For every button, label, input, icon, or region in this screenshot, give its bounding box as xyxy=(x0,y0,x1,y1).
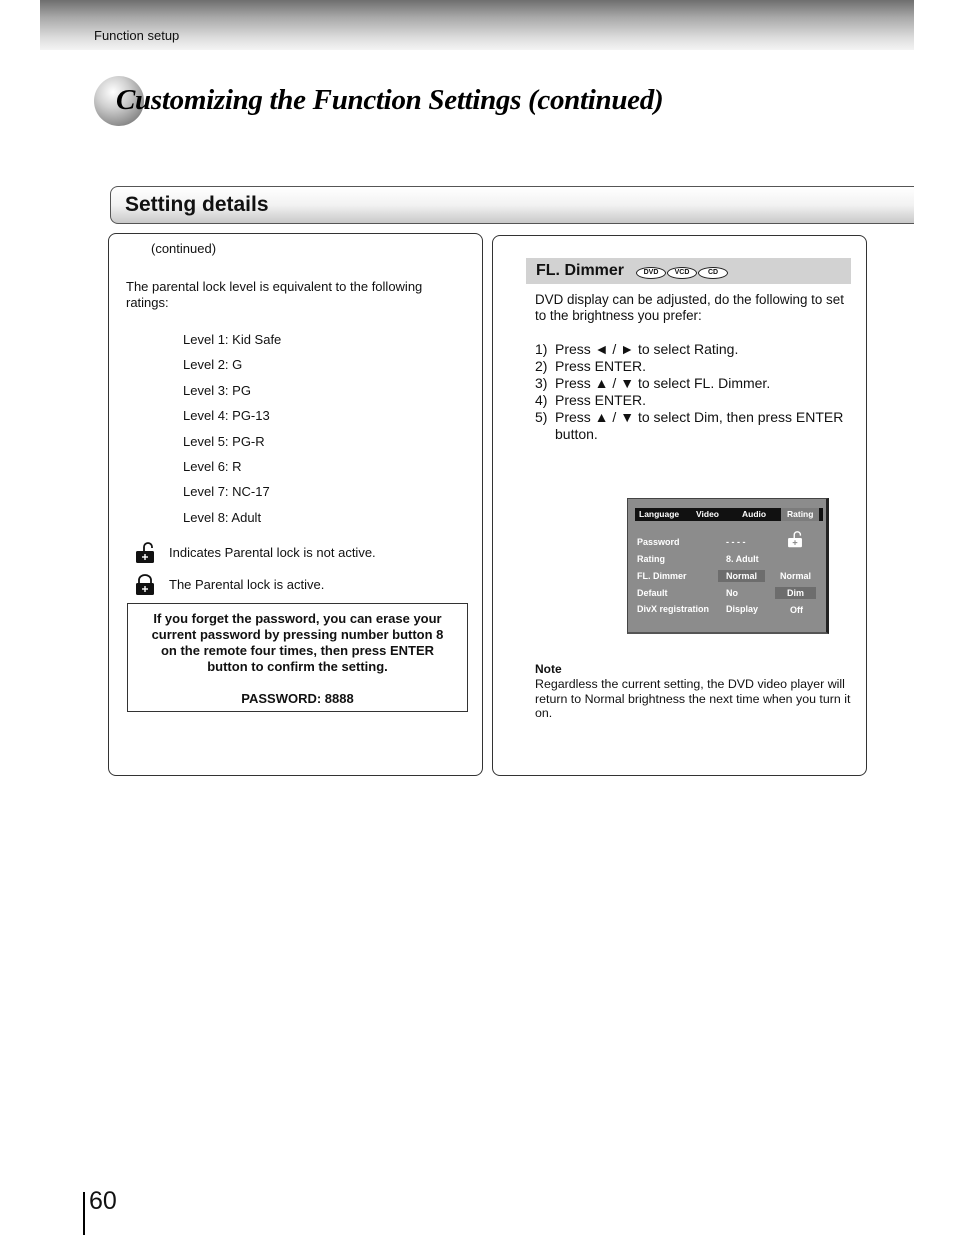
osd-row-value: 8. Adult xyxy=(726,554,759,564)
continued-label: (continued) xyxy=(151,241,217,256)
osd-row-value[interactable]: Normal xyxy=(718,570,765,582)
osd-tab-audio[interactable]: Audio xyxy=(742,509,767,519)
step: 1) Press ◄ / ► to select Rating. xyxy=(535,341,739,357)
page-number: 60 xyxy=(89,1187,117,1215)
osd-tab-video[interactable]: Video xyxy=(696,509,719,519)
rating-level: Level 1: Kid Safe xyxy=(183,332,282,347)
note-text: Regardless the current setting, the DVD video player will return to Normal brightness the next time when you turn it on. xyxy=(535,677,851,720)
section-title: Setting details xyxy=(125,193,269,216)
osd-option-dim[interactable]: Dim xyxy=(775,587,816,599)
note-title: Note xyxy=(535,662,562,676)
osd-row-label: Default xyxy=(637,588,668,598)
steps-list xyxy=(535,341,851,443)
step: 4) Press ENTER. xyxy=(535,392,647,408)
osd-tab-rating[interactable]: Rating xyxy=(781,508,819,521)
dvd-disc-icon: DVD xyxy=(636,267,666,279)
rating-level: Level 4: PG-13 xyxy=(183,408,270,424)
ratings-intro: The parental lock level is equivalent to the following ratings: xyxy=(126,279,423,310)
osd-row-label: Rating xyxy=(637,554,665,564)
unlocked-icon xyxy=(135,542,155,564)
fl-dimmer-heading: FL. Dimmer xyxy=(536,262,625,279)
rating-level: Level 7: NC-17 xyxy=(183,484,270,500)
step: 5) Press ▲ / ▼ to select Dim, then press ENTER button. xyxy=(535,409,844,442)
osd-setup-menu xyxy=(627,498,829,634)
password-notice-box xyxy=(127,603,468,712)
rating-level: Level 6: R xyxy=(183,458,242,474)
section-label: Function setup xyxy=(94,28,180,43)
osd-row-value: No xyxy=(726,588,738,598)
osd-option-off[interactable]: Off xyxy=(790,605,803,615)
fl-dimmer-panel xyxy=(492,235,867,776)
password-value: PASSWORD: 8888 xyxy=(241,691,354,706)
parental-lock-panel xyxy=(108,233,483,776)
lock-inactive-text: Indicates Parental lock is not active. xyxy=(169,545,376,560)
page-title: Customizing the Function Settings (continued) xyxy=(116,84,664,116)
step: 2) Press ENTER. xyxy=(535,358,647,374)
lock-active-text: The Parental lock is active. xyxy=(169,577,325,592)
rating-level: Level 8: Adult xyxy=(183,509,262,525)
osd-row-value: - - - - xyxy=(726,537,746,547)
osd-option-normal[interactable]: Normal xyxy=(780,571,812,581)
osd-tab-language[interactable]: Language xyxy=(639,509,680,519)
osd-tab-bar xyxy=(635,508,823,521)
rating-levels-list xyxy=(183,332,281,535)
password-note: If you forget the password, you can erase your current password by pressing number button 8 on the remote four times, then press ENTER button to confirm the setting. xyxy=(151,611,444,674)
cd-disc-icon: CD xyxy=(698,267,728,279)
unlocked-icon xyxy=(787,531,803,548)
page-number-rule xyxy=(83,1192,85,1235)
osd-row-value: Display xyxy=(726,604,759,614)
osd-row-label: Password xyxy=(637,537,680,547)
fl-dimmer-intro: DVD display can be adjusted, do the following to set to the brightness you prefer: xyxy=(535,292,844,323)
vcd-disc-icon: VCD xyxy=(667,267,697,279)
rating-level: Level 5: PG-R xyxy=(183,433,265,449)
section-bar xyxy=(110,186,914,224)
step: 3) Press ▲ / ▼ to select FL. Dimmer. xyxy=(535,375,771,391)
fl-dimmer-heading-bar xyxy=(526,258,851,284)
locked-icon xyxy=(135,574,155,596)
rating-level: Level 3: PG xyxy=(183,382,251,398)
osd-row-label: DivX registration xyxy=(637,604,710,614)
rating-level: Level 2: G xyxy=(183,357,243,373)
osd-row-label: FL. Dimmer xyxy=(637,571,687,581)
